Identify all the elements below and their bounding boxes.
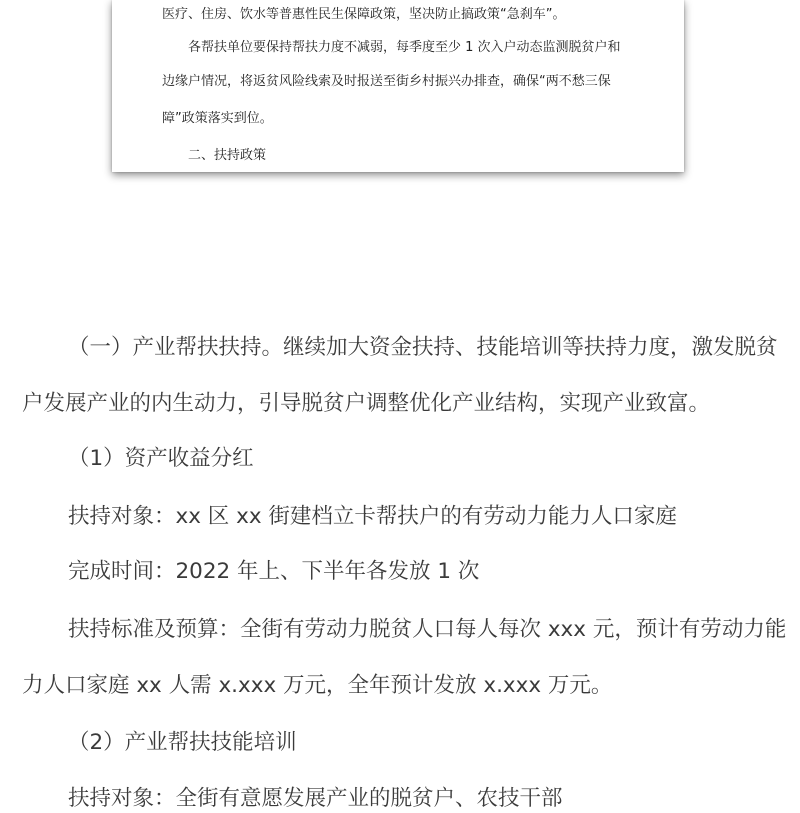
support-target-line: 扶持对象：xx 区 xx 街建档立卡帮扶户的有劳动力能力人口家庭: [68, 504, 677, 529]
subsection-heading: （1）资产收益分红: [68, 446, 254, 471]
preview-line: 各帮扶单位要保持帮扶力度不减弱，每季度至少 1 次入户动态监测脱贫户和: [188, 40, 621, 55]
preview-line: 障”政策落实到位。: [162, 111, 273, 126]
subsection-heading: （2）产业帮扶技能培训: [68, 730, 297, 755]
preview-line: 医疗、住房、饮水等普惠性民生保障政策，坚决防止搞政策“急刹车”。: [162, 7, 566, 22]
document-preview-card: [112, 0, 684, 172]
support-target-line: 扶持对象：全街有意愿发展产业的脱贫户、农技干部: [68, 786, 563, 811]
paragraph-line: 力人口家庭 xx 人需 x.xxx 万元，全年预计发放 x.xxx 万元。: [22, 673, 613, 698]
preview-section-heading: 二、扶持政策: [188, 148, 267, 163]
standard-budget-line: 扶持标准及预算：全街有劳动力脱贫人口每人每次 xxx 元，预计有劳动力能: [68, 617, 787, 642]
completion-time-line: 完成时间：2022 年上、下半年各发放 1 次: [68, 559, 480, 584]
paragraph-line: （一）产业帮扶扶持。继续加大资金扶持、技能培训等扶持力度，激发脱贫: [68, 335, 778, 360]
preview-line: 边缘户情况，将返贫风险线索及时报送至街乡村振兴办排查，确保“两不愁三保: [162, 74, 611, 89]
paragraph-line: 户发展产业的内生动力，引导脱贫户调整优化产业结构，实现产业致富。: [22, 391, 711, 416]
